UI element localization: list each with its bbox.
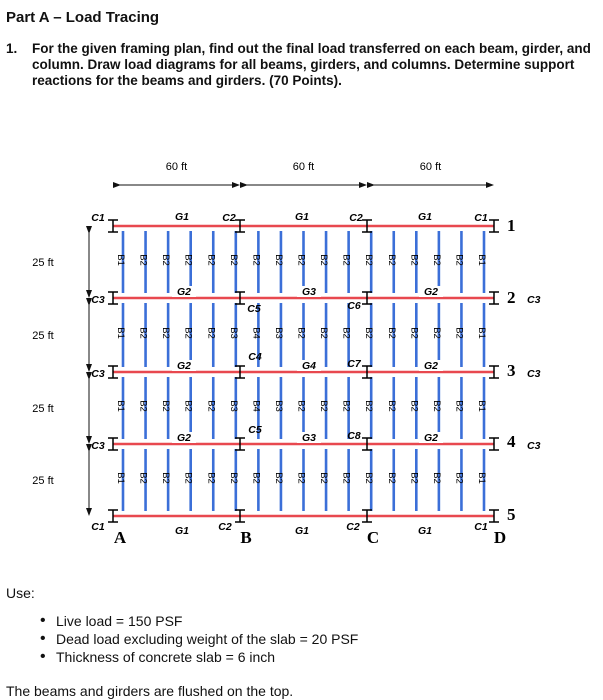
load-item-dead: • Dead load excluding weight of the slab = 20 PSF bbox=[40, 630, 358, 648]
column-label: C2 bbox=[346, 521, 360, 533]
beam-label: B3 bbox=[227, 400, 239, 412]
girder-label: G1 bbox=[294, 211, 310, 223]
beam-label: B2 bbox=[160, 327, 172, 339]
grid-line-D: D bbox=[493, 528, 507, 547]
column-label: C4 bbox=[248, 351, 262, 363]
beam-label: B2 bbox=[182, 254, 194, 266]
beam-label: B2 bbox=[250, 254, 262, 266]
girder-label: G1 bbox=[417, 525, 433, 537]
column-label: C5 bbox=[247, 303, 261, 315]
use-label: Use: bbox=[6, 585, 35, 601]
beam-label: B2 bbox=[227, 254, 239, 266]
beam-label: B2 bbox=[363, 472, 375, 484]
column-label: C1 bbox=[474, 521, 488, 533]
beam-label: B1 bbox=[476, 472, 487, 484]
beam-label: B2 bbox=[137, 400, 149, 412]
girder-label: G3 bbox=[301, 432, 317, 444]
girder-label: G1 bbox=[174, 525, 190, 537]
beam-label: B2 bbox=[205, 254, 217, 266]
column-label: C3 bbox=[91, 440, 105, 452]
girder-label: G2 bbox=[423, 432, 439, 444]
beam-label: B2 bbox=[205, 400, 217, 412]
beam-label: B2 bbox=[318, 472, 330, 484]
beam-label: B2 bbox=[453, 327, 465, 339]
beam-label: B2 bbox=[137, 327, 149, 339]
bay-height-label: 25 ft bbox=[32, 330, 54, 342]
question-text: For the given framing plan, find out the final load transferred on each beam, girder, and column. Draw load diagrams for all beams, girders, and columns. Determine support reactions for the beams and girders. (70 Points). bbox=[32, 41, 591, 88]
beam-label: B2 bbox=[182, 327, 194, 339]
column-label: C3 bbox=[527, 368, 541, 380]
beam-label: B2 bbox=[272, 254, 284, 266]
beam-label: B2 bbox=[385, 472, 397, 484]
beam-label: B1 bbox=[115, 472, 126, 484]
beam-label: B2 bbox=[182, 472, 194, 484]
beam-label: B2 bbox=[453, 254, 465, 266]
column-label: C3 bbox=[91, 294, 105, 306]
beam-label: B2 bbox=[250, 472, 262, 484]
grid-line-B: B bbox=[240, 528, 252, 547]
girder-label: G2 bbox=[423, 286, 439, 298]
girder-label: G2 bbox=[176, 286, 192, 298]
beam-label: B2 bbox=[430, 327, 442, 339]
beam-label: B2 bbox=[408, 254, 420, 266]
beam-label: B2 bbox=[295, 327, 307, 339]
beam-label: B2 bbox=[408, 472, 420, 484]
beam-label: B2 bbox=[137, 472, 149, 484]
grid-line-5: 5 bbox=[507, 505, 516, 524]
beam-label: B2 bbox=[453, 472, 465, 484]
beam-label: B2 bbox=[272, 472, 284, 484]
girder-label: G2 bbox=[423, 360, 439, 372]
grid-line-C: C bbox=[366, 528, 380, 547]
column-label: C2 bbox=[222, 212, 236, 224]
bay-width-label: 60 ft bbox=[292, 161, 315, 173]
beam-label: B2 bbox=[318, 400, 330, 412]
beam-label: B2 bbox=[385, 327, 397, 339]
column-label: C2 bbox=[349, 212, 363, 224]
beam-label: B2 bbox=[363, 254, 375, 266]
load-item-slab: • Thickness of concrete slab = 6 inch bbox=[40, 648, 358, 666]
column-label: C5 bbox=[248, 424, 262, 436]
part-title: Part A – Load Tracing bbox=[6, 9, 160, 26]
footer-note: The beams and girders are flushed on the top. bbox=[6, 683, 294, 699]
bay-height-label: 25 ft bbox=[32, 257, 54, 269]
grid-line-3: 3 bbox=[507, 361, 516, 380]
column-label: C8 bbox=[347, 430, 361, 442]
beam-label: B1 bbox=[476, 400, 487, 412]
beam-label: B2 bbox=[160, 254, 172, 266]
column-label: C3 bbox=[91, 368, 105, 380]
beam-label: B1 bbox=[476, 327, 487, 339]
girder-label: G2 bbox=[176, 360, 192, 372]
beam-label: B2 bbox=[430, 472, 442, 484]
beam-label: B2 bbox=[385, 254, 397, 266]
beam-label: B2 bbox=[340, 327, 352, 339]
beam-label: B2 bbox=[385, 400, 397, 412]
beam-label: B2 bbox=[340, 400, 352, 412]
beam-label: B2 bbox=[182, 400, 194, 412]
bay-width-label: 60 ft bbox=[419, 161, 442, 173]
column-label: C1 bbox=[91, 521, 105, 533]
beam-label: B2 bbox=[295, 254, 307, 266]
beam-label: B2 bbox=[318, 327, 330, 339]
beam-label: B2 bbox=[408, 327, 420, 339]
beam-label: B2 bbox=[430, 254, 442, 266]
beam-label: B2 bbox=[340, 472, 352, 484]
girder-label: G1 bbox=[417, 211, 433, 223]
beam-label: B4 bbox=[250, 400, 262, 412]
load-item-live: • Live load = 150 PSF bbox=[40, 612, 358, 630]
beam-label: B2 bbox=[340, 254, 352, 266]
beam-label: B3 bbox=[227, 327, 239, 339]
beam-label: B1 bbox=[115, 254, 126, 266]
beam-label: B2 bbox=[227, 472, 239, 484]
question-number: 1. bbox=[6, 41, 18, 56]
grid-line-4: 4 bbox=[507, 432, 516, 451]
beam-label: B2 bbox=[205, 472, 217, 484]
girder-label: G1 bbox=[174, 211, 190, 223]
beam-label: B2 bbox=[295, 400, 307, 412]
girder-label: G4 bbox=[301, 360, 317, 372]
column-label: C1 bbox=[474, 212, 488, 224]
beam-label: B2 bbox=[453, 400, 465, 412]
beam-label: B2 bbox=[295, 472, 307, 484]
beam-label: B2 bbox=[205, 327, 217, 339]
grid-line-A: A bbox=[113, 528, 127, 547]
grid-line-2: 2 bbox=[507, 288, 516, 307]
beam-label: B3 bbox=[272, 327, 284, 339]
beam-label: B1 bbox=[115, 400, 126, 412]
column-label: C3 bbox=[527, 294, 541, 306]
beam-label: B1 bbox=[476, 254, 487, 266]
plan-labels bbox=[32, 161, 540, 547]
framing-plan bbox=[0, 150, 603, 580]
question-1 bbox=[6, 41, 596, 89]
column-label: C2 bbox=[218, 521, 232, 533]
bay-width-label: 60 ft bbox=[165, 161, 188, 173]
column-label: C7 bbox=[347, 358, 361, 370]
column-label: C1 bbox=[91, 212, 105, 224]
beam-label: B2 bbox=[137, 254, 149, 266]
girder-label: G3 bbox=[301, 286, 317, 298]
grid-line-1: 1 bbox=[507, 216, 516, 235]
beam-label: B3 bbox=[272, 400, 284, 412]
column-label: C6 bbox=[347, 300, 361, 312]
column-label: C3 bbox=[527, 440, 541, 452]
bay-height-label: 25 ft bbox=[32, 403, 54, 415]
girder-label: G1 bbox=[294, 525, 310, 537]
load-list bbox=[40, 612, 358, 666]
girder-label: G2 bbox=[176, 432, 192, 444]
bay-height-label: 25 ft bbox=[32, 475, 54, 487]
dimension-lines bbox=[89, 185, 490, 512]
beam-label: B2 bbox=[160, 472, 172, 484]
beam-label: B2 bbox=[318, 254, 330, 266]
beam-label: B2 bbox=[363, 400, 375, 412]
beam-label: B2 bbox=[408, 400, 420, 412]
beam-label: B2 bbox=[363, 327, 375, 339]
beam-label: B1 bbox=[115, 327, 126, 339]
beam-label: B2 bbox=[160, 400, 172, 412]
beam-label: B2 bbox=[430, 400, 442, 412]
beam-label: B4 bbox=[250, 327, 262, 339]
